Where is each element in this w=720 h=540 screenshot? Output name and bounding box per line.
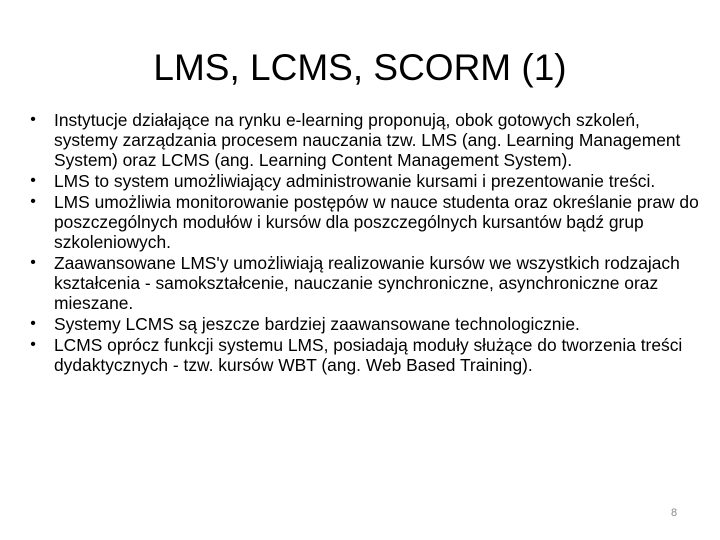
- slide-title: LMS, LCMS, SCORM (1): [153, 47, 567, 88]
- bullet-item: [30, 192, 704, 252]
- bullet-marker: •: [30, 111, 36, 128]
- bullet-text: Systemy LCMS są jeszcze bardziej zaawansowane technologicznie.: [54, 314, 580, 334]
- bullet-text: Instytucje działające na rynku e-learning proponują, obok gotowych szkoleń, systemy zarządzania procesem nauczania tzw. LMS (ang. Learning Management System) oraz LCMS (ang. Learning Content Management System).: [54, 110, 681, 170]
- bullet-marker: •: [30, 193, 36, 210]
- bullet-item: [30, 314, 704, 334]
- page-number: 8: [670, 507, 678, 519]
- bullet-marker: •: [30, 336, 36, 353]
- bullet-item: [30, 110, 704, 170]
- bullet-item: [30, 335, 704, 375]
- bullet-marker: •: [30, 315, 36, 332]
- bullet-item: [30, 253, 704, 313]
- bullet-text: LMS to system umożliwiający administrowanie kursami i prezentowanie treści.: [54, 171, 656, 191]
- bullet-marker: •: [30, 254, 36, 271]
- bullet-item: [30, 171, 704, 191]
- bullet-list: [30, 110, 704, 376]
- bullet-text: LCMS oprócz funkcji systemu LMS, posiadają moduły służące do tworzenia treści dydaktycznych - tzw. kursów WBT (ang. Web Based Training).: [54, 335, 683, 375]
- bullet-text: LMS umożliwia monitorowanie postępów w nauce studenta oraz określanie praw do poszczególnych modułów i kursów dla poszczególnych kursantów bądź grup szkoleniowych.: [54, 192, 699, 252]
- bullet-text: Zaawansowane LMS'y umożliwiają realizowanie kursów we wszystkich rodzajach kształcenia - samokształcenie, nauczanie synchroniczne, asynchroniczne oraz mieszane.: [54, 253, 680, 313]
- bullet-marker: •: [30, 172, 36, 189]
